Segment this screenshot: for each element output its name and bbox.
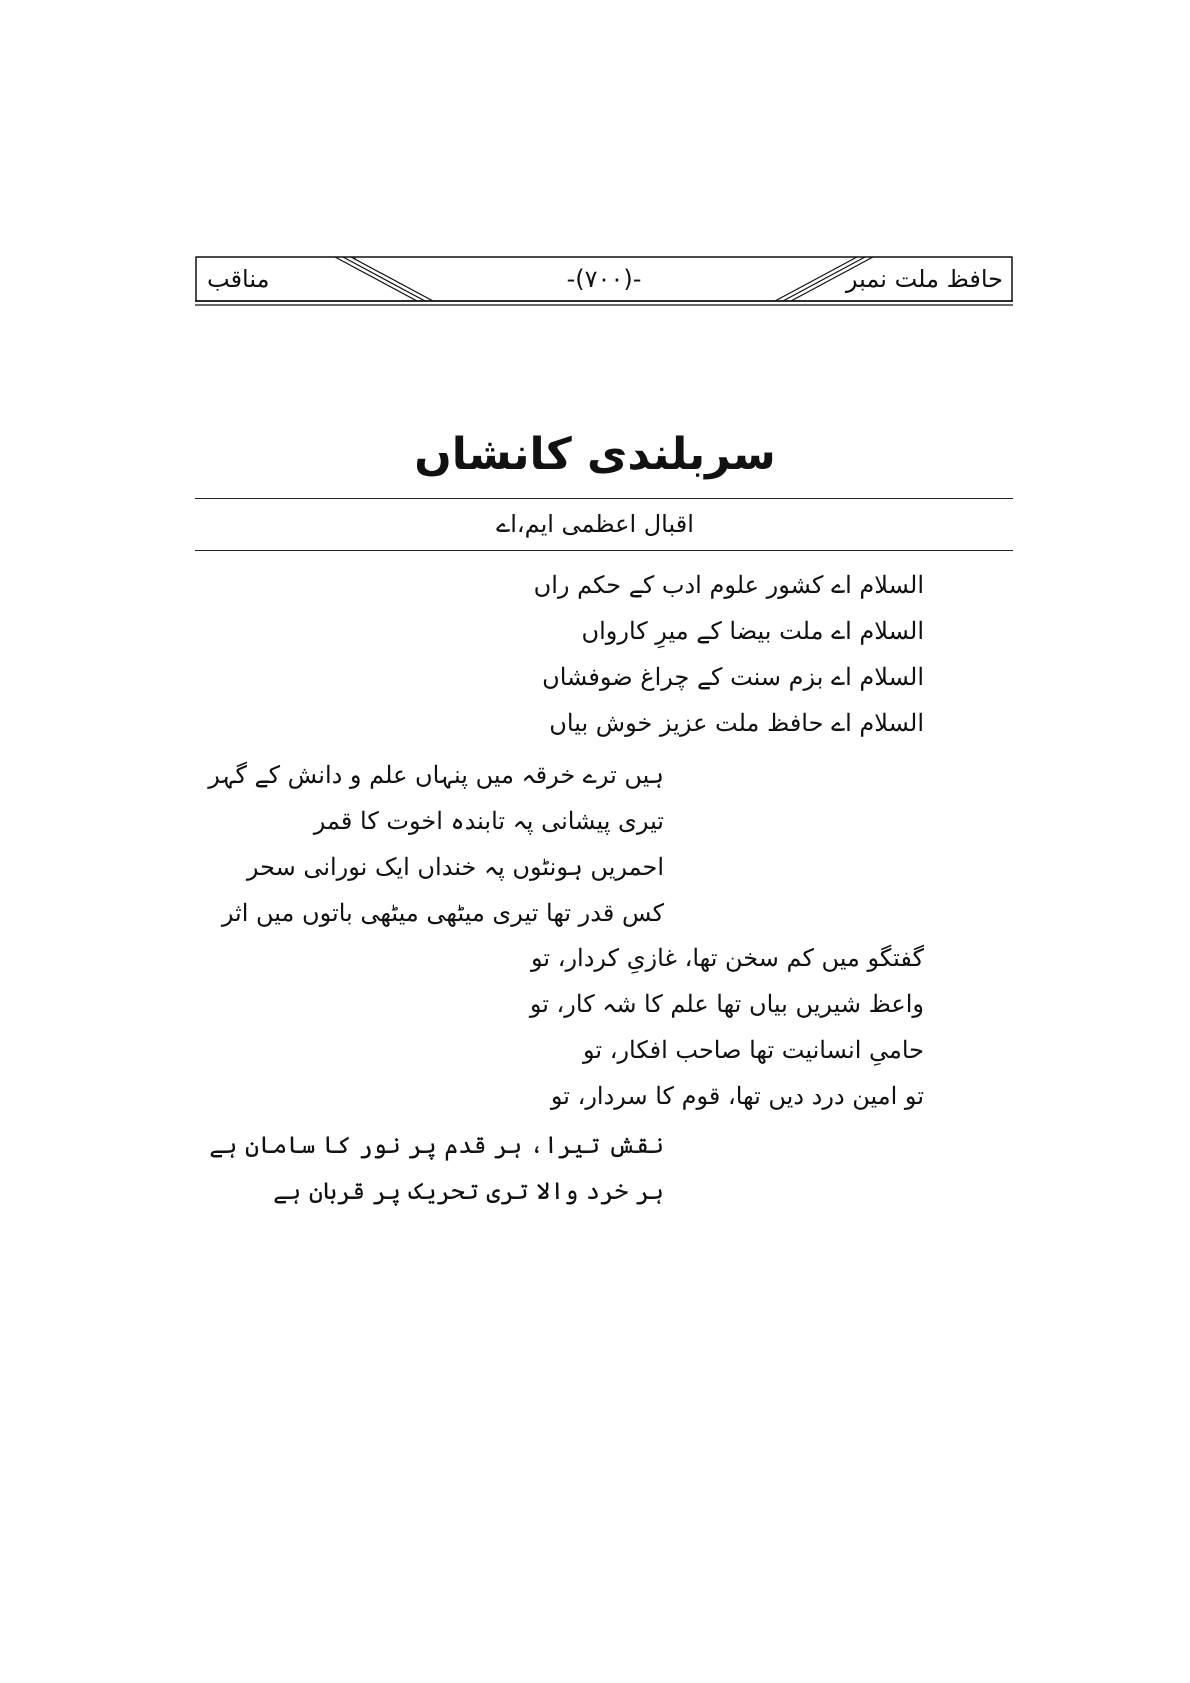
verse-line: گفتگو میں کم سخن تھا، غازیِ کردار، تو <box>531 944 924 972</box>
poem-title: سربلندی کانشاں <box>414 429 776 480</box>
verse-line: نقش تیرا، ہر قدم پر نور کا سامان ہے <box>209 1131 664 1159</box>
verse-line: تو امین درد دیں تھا، قوم کا سردار، تو <box>550 1082 924 1110</box>
header-section-label: مناقب <box>207 265 270 293</box>
verse-line: واعظ شیریں بیاں تھا علم کا شہ کار، تو <box>529 990 924 1018</box>
verse-line: حامیِ انسانیت تھا صاحب افکار، تو <box>583 1036 924 1064</box>
verse-line: السلام اے بزم سنت کے چراغ ضوفشاں <box>542 663 924 691</box>
stanza <box>534 562 924 746</box>
stanza <box>208 752 664 936</box>
verse-line: احمریں ہونٹوں پہ خنداں ایک نورانی سحر <box>246 853 664 881</box>
running-header <box>195 256 1013 306</box>
verse-line: السلام اے حافظ ملت عزیز خوش بیاں <box>549 709 924 737</box>
poem-author: اقبال اعظمی ایم،اے <box>496 510 694 538</box>
verse-line: السلام اے کشور علوم ادب کے حکم راں <box>533 571 924 599</box>
page-number: -(۷۰۰)- <box>566 265 642 293</box>
header-issue-label: حافظ ملت نمبر <box>845 265 1003 293</box>
verse-line: السلام اے ملت بیضا کے میرِ کارواں <box>581 617 924 645</box>
title-rule-top <box>195 498 1013 499</box>
verse-line: تیری پیشانی پہ تابندہ اخوت کا قمر <box>313 807 664 835</box>
title-rule-bottom <box>195 550 1013 551</box>
stanza <box>530 935 924 1119</box>
verse-line: ہیں ترے خرقہ میں پنہاں علم و دانش کے گہر <box>208 761 664 789</box>
verse-line: کس قدر تھا تیری میٹھی میٹھی باتوں میں اثر <box>221 899 664 927</box>
stanza <box>209 1122 664 1214</box>
verse-line: ہر خرد والا تری تحریک پر قربان ہے <box>273 1177 664 1205</box>
